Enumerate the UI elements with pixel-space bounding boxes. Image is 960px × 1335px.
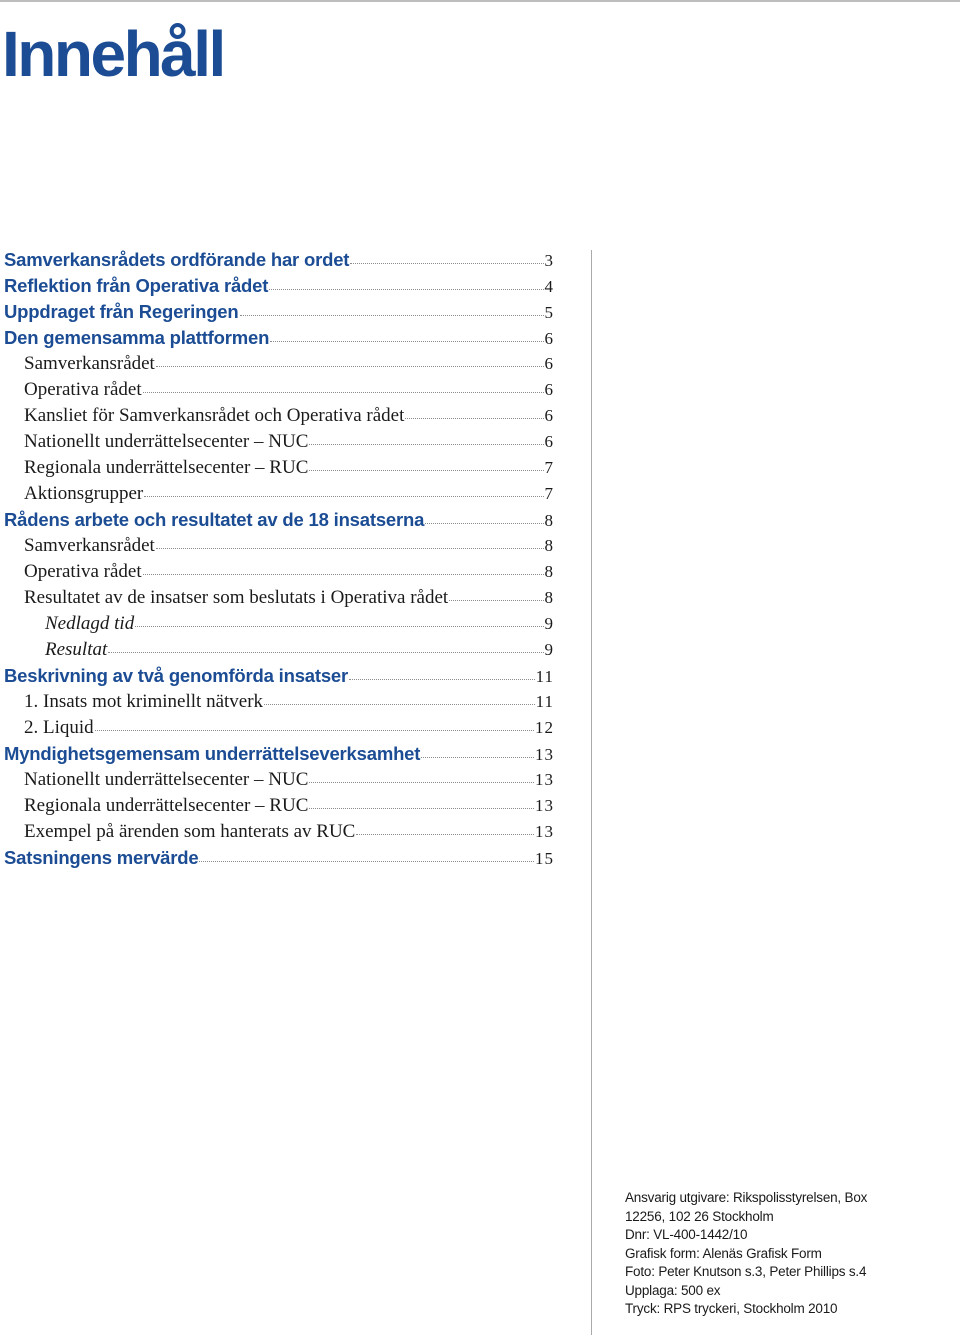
toc-entry[interactable] bbox=[4, 559, 554, 585]
toc-entry-title: Exempel på ärenden som hanterats av RUC bbox=[24, 821, 356, 842]
toc-entry[interactable] bbox=[4, 377, 554, 403]
toc-entry[interactable] bbox=[4, 845, 554, 871]
toc-page-number: 11 bbox=[535, 692, 554, 711]
toc-page-number: 7 bbox=[544, 458, 554, 477]
toc-entry-title: Nationellt underrättelsecenter – NUC bbox=[24, 431, 309, 452]
toc-entry[interactable] bbox=[4, 325, 554, 351]
toc-entry[interactable] bbox=[4, 273, 554, 299]
toc-entry-title: Samverkansrådet bbox=[24, 353, 155, 374]
toc-entry[interactable] bbox=[4, 299, 554, 325]
toc-entry[interactable] bbox=[4, 533, 554, 559]
dot-leader bbox=[95, 730, 534, 731]
toc-entry[interactable] bbox=[4, 403, 554, 429]
dot-leader bbox=[309, 470, 543, 471]
toc-entry[interactable] bbox=[4, 637, 554, 663]
toc-page-number: 7 bbox=[544, 484, 554, 503]
colophon bbox=[625, 1189, 955, 1319]
dot-leader bbox=[309, 808, 534, 809]
dot-leader bbox=[449, 600, 543, 601]
dot-leader bbox=[156, 548, 544, 549]
toc-entry-title: Den gemensamma plattformen bbox=[4, 327, 270, 348]
toc-page-number: 8 bbox=[544, 562, 554, 581]
toc-page-number: 13 bbox=[535, 770, 554, 789]
toc-page-number: 6 bbox=[544, 380, 554, 399]
toc-page-number: 13 bbox=[535, 745, 554, 764]
toc-entry-title: Operativa rådet bbox=[24, 561, 142, 582]
toc-entry[interactable] bbox=[4, 793, 554, 819]
page-title: Innehåll bbox=[2, 18, 224, 90]
toc-page-number: 6 bbox=[544, 432, 554, 451]
toc-entry[interactable] bbox=[4, 585, 554, 611]
toc-entry[interactable] bbox=[4, 715, 554, 741]
toc-entry-title: Rådens arbete och resultatet av de 18 insatserna bbox=[4, 509, 425, 530]
dot-leader bbox=[199, 861, 534, 862]
toc-entry-title: Nationellt underrättelsecenter – NUC bbox=[24, 769, 309, 790]
toc-page-number: 9 bbox=[544, 640, 554, 659]
dot-leader bbox=[264, 704, 535, 705]
toc-entry[interactable] bbox=[4, 351, 554, 377]
toc-entry-title: Satsningens mervärde bbox=[4, 847, 199, 868]
toc-page-number: 6 bbox=[544, 329, 554, 348]
toc-entry[interactable] bbox=[4, 767, 554, 793]
dot-leader bbox=[421, 757, 534, 758]
dot-leader bbox=[309, 782, 534, 783]
toc-page-number: 13 bbox=[535, 822, 554, 841]
toc-entry-title: Regionala underrättelsecenter – RUC bbox=[24, 457, 309, 478]
toc-entry[interactable] bbox=[4, 507, 554, 533]
colophon-line: Grafisk form: Alenäs Grafisk Form bbox=[625, 1245, 822, 1261]
toc-entry-title: Resultatet av de insatser som beslutats i Operativa rådet bbox=[24, 587, 449, 608]
toc-entry-title: Samverkansrådet bbox=[24, 535, 155, 556]
colophon-line: Upplaga: 500 ex bbox=[625, 1282, 721, 1298]
colophon-line: Foto: Peter Knutson s.3, Peter Phillips s.4 bbox=[625, 1264, 867, 1279]
colophon-line: Tryck: RPS tryckeri, Stockholm 2010 bbox=[625, 1301, 838, 1316]
toc-page-number: 9 bbox=[544, 614, 554, 633]
dot-leader bbox=[269, 289, 543, 290]
toc-entry[interactable] bbox=[4, 247, 554, 273]
toc-entry-title: Resultat bbox=[45, 639, 108, 660]
toc-entry[interactable] bbox=[4, 481, 554, 507]
toc-entry-title: Regionala underrättelsecenter – RUC bbox=[24, 795, 309, 816]
top-rule bbox=[0, 0, 960, 2]
toc-entry[interactable] bbox=[4, 611, 554, 637]
toc-entry-title: Operativa rådet bbox=[24, 379, 142, 400]
dot-leader bbox=[350, 263, 543, 264]
dot-leader bbox=[240, 315, 544, 316]
toc-entry[interactable] bbox=[4, 689, 554, 715]
dot-leader bbox=[143, 392, 544, 393]
dot-leader bbox=[356, 834, 534, 835]
table-of-contents bbox=[4, 247, 554, 871]
dot-leader bbox=[144, 496, 543, 497]
toc-entry[interactable] bbox=[4, 663, 554, 689]
toc-entry-title: Reflektion från Operativa rådet bbox=[4, 275, 269, 296]
toc-entry[interactable] bbox=[4, 455, 554, 481]
colophon-line: 12256, 102 26 Stockholm bbox=[625, 1208, 774, 1224]
toc-entry[interactable] bbox=[4, 429, 554, 455]
toc-page-number: 15 bbox=[535, 849, 554, 868]
toc-page-number: 6 bbox=[544, 354, 554, 373]
toc-page-number: 8 bbox=[544, 536, 554, 555]
toc-page-number: 11 bbox=[535, 667, 554, 686]
dot-leader bbox=[270, 341, 543, 342]
column-divider bbox=[591, 250, 592, 1335]
toc-entry-title: Kansliet för Samverkansrådet och Operativa rådet bbox=[24, 405, 405, 426]
toc-page-number: 6 bbox=[544, 406, 554, 425]
toc-page-number: 3 bbox=[544, 251, 554, 270]
dot-leader bbox=[108, 652, 543, 653]
toc-entry[interactable] bbox=[4, 741, 554, 767]
toc-entry-title: 1. Insats mot kriminellt nätverk bbox=[24, 691, 264, 712]
colophon-line: Dnr: VL-400-1442/10 bbox=[625, 1227, 748, 1242]
toc-page-number: 8 bbox=[544, 588, 554, 607]
toc-page-number: 13 bbox=[535, 796, 554, 815]
dot-leader bbox=[425, 523, 543, 524]
dot-leader bbox=[309, 444, 543, 445]
toc-entry-title: 2. Liquid bbox=[24, 717, 94, 738]
dot-leader bbox=[349, 679, 535, 680]
toc-page-number: 12 bbox=[535, 718, 554, 737]
toc-entry-title: Beskrivning av två genomförda insatser bbox=[4, 665, 349, 686]
toc-page-number: 4 bbox=[544, 277, 554, 296]
toc-entry-title: Myndighetsgemensam underrättelseverksamhet bbox=[4, 743, 421, 764]
dot-leader bbox=[156, 366, 544, 367]
dot-leader bbox=[405, 418, 543, 419]
toc-entry-title: Nedlagd tid bbox=[45, 613, 135, 634]
toc-entry[interactable] bbox=[4, 819, 554, 845]
colophon-line: Ansvarig utgivare: Rikspolisstyrelsen, Box bbox=[625, 1190, 868, 1205]
toc-page-number: 5 bbox=[544, 303, 554, 322]
toc-page-number: 8 bbox=[544, 511, 554, 530]
toc-entry-title: Samverkansrådets ordförande har ordet bbox=[4, 249, 350, 270]
dot-leader bbox=[135, 626, 543, 627]
toc-entry-title: Aktionsgrupper bbox=[24, 483, 144, 504]
toc-entry-title: Uppdraget från Regeringen bbox=[4, 301, 239, 322]
dot-leader bbox=[143, 574, 544, 575]
